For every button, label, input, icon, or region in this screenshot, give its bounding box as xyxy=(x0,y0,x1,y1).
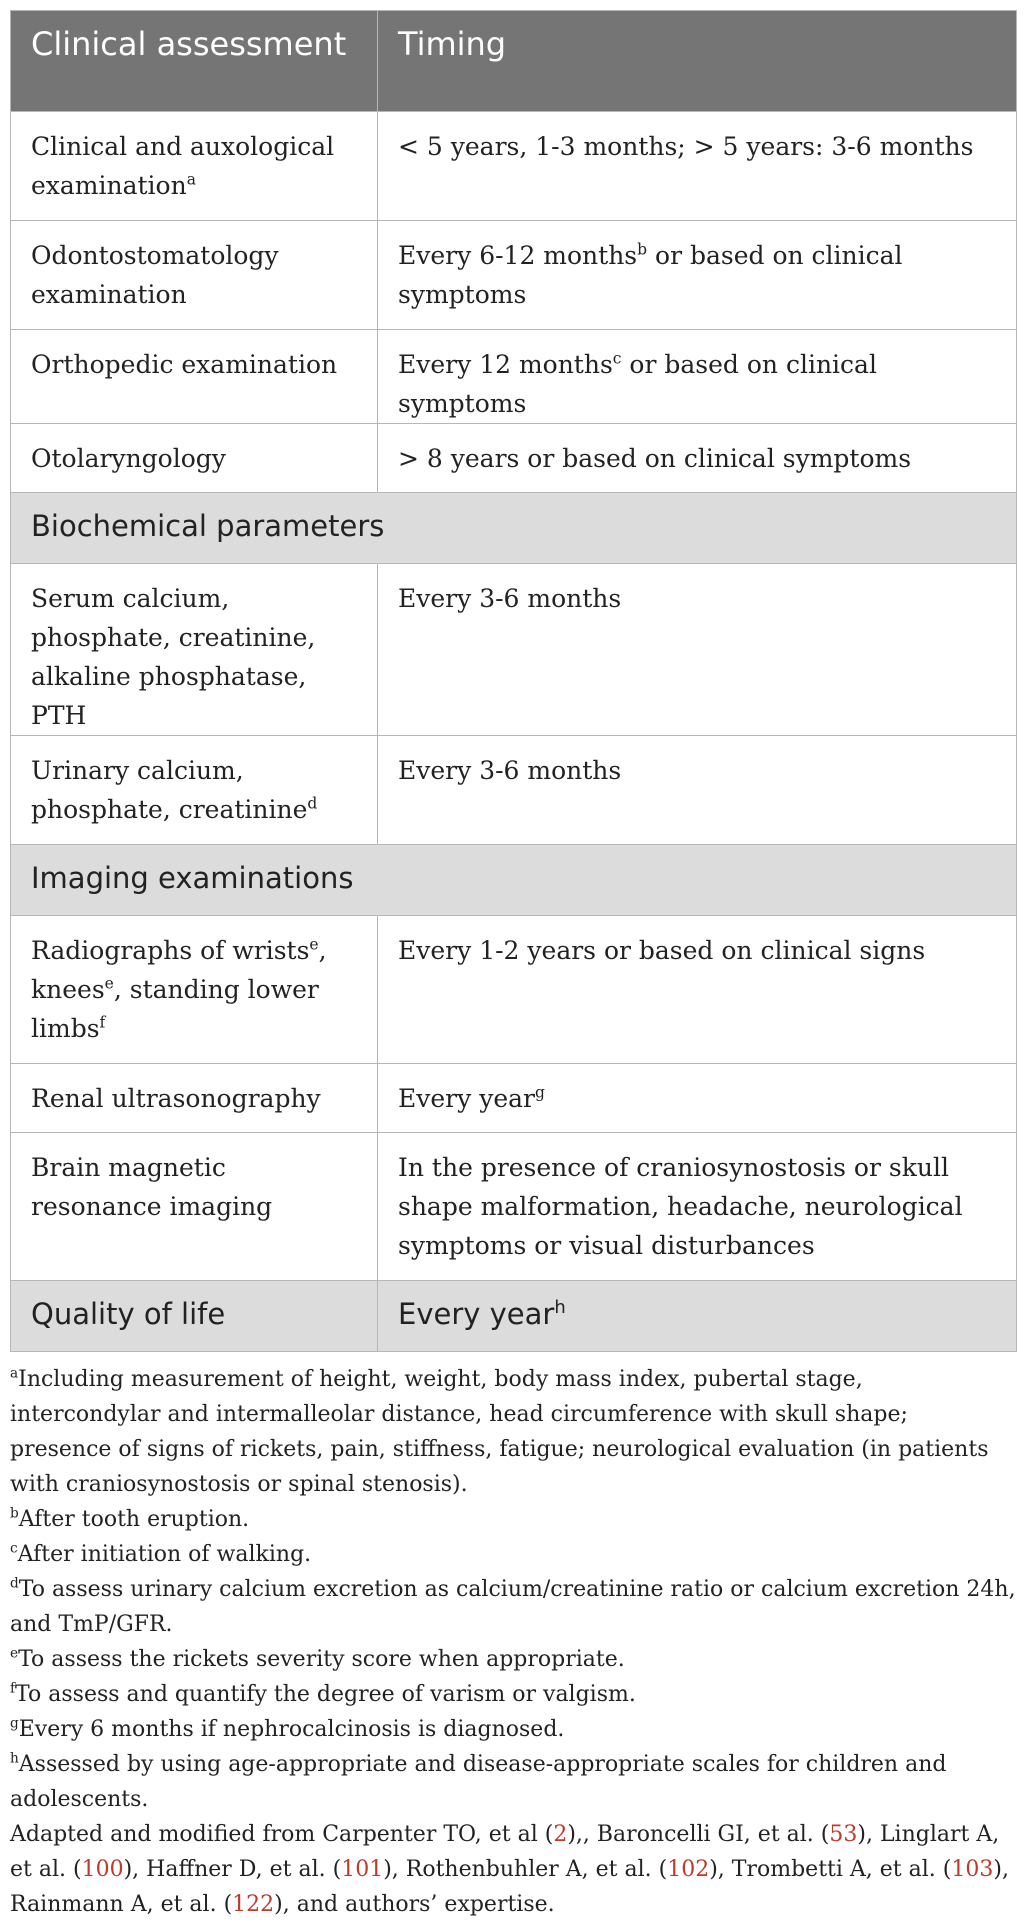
note-text: ), Trombetti A, et al. ( xyxy=(709,1857,952,1882)
footnote-item xyxy=(10,1362,1016,1502)
cell-text: Radiographs of wrists xyxy=(31,936,310,965)
footnote-mark: g xyxy=(534,1083,545,1102)
header-clinical-assessment: Clinical assessment xyxy=(11,11,378,112)
quality-of-life-row xyxy=(11,1281,1017,1352)
row-label: Quality of life xyxy=(11,1281,378,1352)
footnote-item xyxy=(10,1642,1016,1677)
section-title: Biochemical parameters xyxy=(11,493,1017,564)
table-row xyxy=(11,564,1017,736)
row-timing: In the presence of craniosynostosis or skull shape malformation, headache, neurological symptoms or visual disturbances xyxy=(378,1133,1017,1281)
cell-text: Every year xyxy=(398,1297,555,1331)
table-row xyxy=(11,221,1017,330)
cell-text: , knees xyxy=(31,936,327,1004)
note-text: ), Haffner D, et al. ( xyxy=(123,1857,342,1882)
section-title: Imaging examinations xyxy=(11,845,1017,916)
cell-text: Every 6-12 months xyxy=(398,241,638,270)
footnote-mark: h xyxy=(10,1750,19,1767)
footnote-text: To assess urinary calcium excretion as calcium/creatinine ratio or calcium excretion 24h, and TmP/GFR. xyxy=(10,1577,1016,1637)
row-label: Renal ultrasonography xyxy=(11,1064,378,1133)
footnote-text: Every 6 months if nephrocalcinosis is diagnosed. xyxy=(18,1717,565,1742)
footnote-mark: b xyxy=(637,240,648,259)
footnote-text: To assess the rickets severity score when appropriate. xyxy=(18,1647,625,1672)
cell-text: or based on clinical symptoms xyxy=(398,241,903,309)
footnote-text: Assessed by using age-appropriate and disease-appropriate scales for children and adolescents. xyxy=(10,1752,947,1812)
reference-link[interactable]: 103 xyxy=(951,1857,994,1882)
footnote-mark: h xyxy=(554,1296,566,1318)
footnote-mark: a xyxy=(10,1365,19,1382)
cell-text: Every year xyxy=(398,1084,535,1113)
row-timing: > 8 years or based on clinical symptoms xyxy=(378,424,1017,493)
cell-text: or based on clinical symptoms xyxy=(398,350,877,418)
row-timing xyxy=(378,221,1017,330)
row-label xyxy=(11,112,378,221)
footnote-text: After initiation of walking. xyxy=(17,1542,312,1567)
reference-link[interactable]: 122 xyxy=(232,1892,275,1917)
table-row xyxy=(11,1133,1017,1281)
reference-link[interactable]: 101 xyxy=(341,1857,384,1882)
reference-link[interactable]: 2 xyxy=(553,1822,568,1847)
header-timing: Timing xyxy=(378,11,1017,112)
row-label: Orthopedic examination xyxy=(11,330,378,424)
footnote-item xyxy=(10,1712,1016,1747)
assessment-table xyxy=(10,10,1017,1352)
row-timing xyxy=(378,330,1017,424)
note-text: ),, Baroncelli GI, et al. ( xyxy=(567,1822,830,1847)
reference-link[interactable]: 53 xyxy=(829,1822,858,1847)
row-label xyxy=(11,916,378,1064)
row-timing xyxy=(378,1064,1017,1133)
footnote-mark: f xyxy=(10,1680,16,1697)
footnote-mark: a xyxy=(186,170,196,189)
footnote-mark: d xyxy=(307,794,318,813)
footnote-text: After tooth eruption. xyxy=(18,1507,250,1532)
table-page xyxy=(10,10,1016,1922)
footnote-mark: c xyxy=(10,1540,18,1557)
footnote-mark: e xyxy=(309,935,319,954)
table-row xyxy=(11,916,1017,1064)
cell-text: Every 12 months xyxy=(398,350,613,379)
footnote-mark: b xyxy=(10,1505,19,1522)
note-text: ), Rothenbuhler A, et al. ( xyxy=(383,1857,668,1882)
row-timing: Every 3-6 months xyxy=(378,736,1017,845)
section-row-imaging xyxy=(11,845,1017,916)
row-label: Brain magnetic resonance imaging xyxy=(11,1133,378,1281)
footnote-mark: e xyxy=(104,974,114,993)
row-label: Odontostomatology examination xyxy=(11,221,378,330)
footnote-mark: f xyxy=(99,1013,106,1032)
footnote-mark: d xyxy=(10,1575,19,1592)
table-row xyxy=(11,112,1017,221)
reference-link[interactable]: 100 xyxy=(81,1857,124,1882)
note-text: ), and authors’ expertise. xyxy=(274,1892,555,1917)
table-row xyxy=(11,1064,1017,1133)
table-row xyxy=(11,330,1017,424)
footnote-mark: g xyxy=(10,1715,19,1732)
footnote-item xyxy=(10,1747,1016,1817)
row-timing xyxy=(378,1281,1017,1352)
row-timing: Every 3-6 months xyxy=(378,564,1017,736)
footnote-mark: c xyxy=(612,349,622,368)
table-header-row xyxy=(11,11,1017,112)
note-text: Adapted and modified from Carpenter TO, et al ( xyxy=(10,1822,554,1847)
adapted-from-note xyxy=(10,1817,1016,1922)
note-text: ), Linglart A, et al. ( xyxy=(10,1822,1000,1882)
footnote-mark: e xyxy=(10,1645,19,1662)
row-label xyxy=(11,736,378,845)
footnote-item xyxy=(10,1502,1016,1537)
footnote-item xyxy=(10,1537,1016,1572)
row-label: Otolaryngology xyxy=(11,424,378,493)
table-footnotes xyxy=(10,1362,1016,1922)
cell-text: Clinical and auxological examination xyxy=(31,132,335,200)
cell-text: Urinary calcium, phosphate, creatinine xyxy=(31,756,308,824)
note-text: ), Rainmann A, et al. ( xyxy=(10,1857,1009,1917)
footnote-item xyxy=(10,1677,1016,1712)
cell-text: , standing lower limbs xyxy=(31,975,319,1043)
section-row-biochemical xyxy=(11,493,1017,564)
table-row xyxy=(11,736,1017,845)
footnote-text: Including measurement of height, weight, body mass index, pubertal stage, intercondylar and intermalleolar distance, head circumference with skull shape; presence of signs of rickets, pain, stiffness, fatigue; neurological evaluation (in patients with craniosynostosis or spinal stenosis). xyxy=(10,1367,989,1497)
footnote-text: To assess and quantify the degree of varism or valgism. xyxy=(15,1682,636,1707)
row-timing: < 5 years, 1-3 months; > 5 years: 3-6 months xyxy=(378,112,1017,221)
reference-link[interactable]: 102 xyxy=(667,1857,710,1882)
table-row xyxy=(11,424,1017,493)
row-timing: Every 1-2 years or based on clinical signs xyxy=(378,916,1017,1064)
footnote-item xyxy=(10,1572,1016,1642)
row-label: Serum calcium, phosphate, creatinine, alkaline phosphatase, PTH xyxy=(11,564,378,736)
